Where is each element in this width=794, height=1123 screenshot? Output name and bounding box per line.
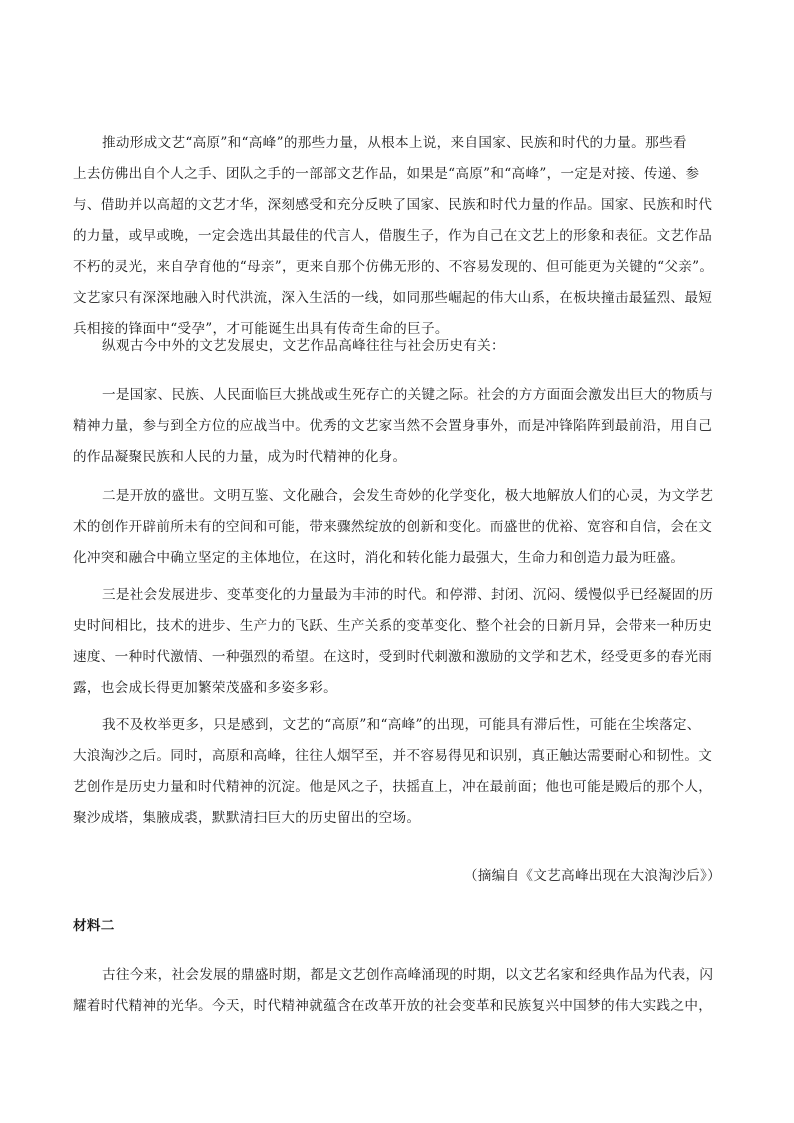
material2-paragraph [73, 960, 721, 1022]
paragraph-line: 耀着时代精神的光华。今天，时代精神就蕴含在改革开放的社会变革和民族复兴中国梦的伟大实践之中， [73, 998, 713, 1014]
paragraph-line: 兵相接的锋面中“受孕”，才可能诞生出具有传奇生命的巨子。 [73, 321, 449, 337]
paragraph-3 [73, 380, 721, 473]
material2-section [73, 911, 721, 942]
paragraph-line: 不朽的灵光，来自孕育他的“母亲”，更来自那个仿佛无形的、不容易发现的、但可能更为关键的“父亲”。 [73, 259, 714, 275]
paragraph-line: 艺创作是历史力量和时代精神的沉淀。他是风之子，扶摇直上，冲在最前面；他也可能是殿后的那个人， [73, 779, 713, 795]
paragraph-line: 纵观古今中外的文艺发展史，文艺作品高峰往往与社会历史有关： [102, 338, 505, 354]
paragraph-line: 精神力量，参与到全方位的应战当中。优秀的文艺家当然不会置身事外，而是冲锋陷阵到最前沿，用自己 [73, 418, 713, 434]
paragraph-line: 古往今来，社会发展的鼎盛时期，都是文艺创作高峰涌现的时期，以文艺名家和经典作品为代表，闪 [102, 967, 714, 983]
paragraph-line: 三是社会发展进步、变革变化的力量最为丰沛的时代。和停滞、封闭、沉闷、缓慢似乎已经凝固的历 [102, 587, 714, 603]
paragraph-line: 化冲突和融合中确立坚定的主体地位，在这时，消化和转化能力最强大，生命力和创造力最为旺盛。 [73, 550, 685, 566]
paragraph-line: 的作品凝聚民族和人民的力量，成为时代精神的化身。 [73, 449, 407, 465]
paragraph-line: 一是国家、民族、人民面临巨大挑战或生死存亡的关键之际。社会的方方面面会激发出巨大的物质与 [102, 387, 714, 403]
paragraph-line: 术的创作开辟前所未有的空间和可能，带来骤然绽放的创新和变化。而盛世的优裕、宽容和自信，会在文 [73, 519, 713, 535]
paragraph-6 [73, 710, 721, 834]
section-heading: 材料二 [73, 918, 115, 934]
paragraph-1 [73, 128, 721, 345]
paragraph-line: 文艺家只有深深地融入时代洪流，深入生活的一线，如同那些崛起的伟大山系，在板块撞击最猛烈、最短 [73, 290, 713, 306]
paragraph-4 [73, 481, 721, 574]
paragraph-line: 与、借助并以高超的文艺才华，深刻感受和充分反映了国家、民族和时代力量的作品。国家、民族和时代 [73, 197, 713, 213]
paragraph-line: 二是开放的盛世。文明互鉴、文化融合，会发生奇妙的化学变化，极大地解放人们的心灵，为文学艺 [102, 488, 714, 504]
paragraph-line: 上去仿佛出自个人之手、团队之手的一部部文艺作品，如果是“高原”和“高峰”，一定是对接、传递、参 [73, 166, 700, 182]
paragraph-line: 大浪淘沙之后。同时，高原和高峰，往往人烟罕至，并不容易得见和识别，真正触达需要耐心和韧性。文 [73, 748, 713, 764]
paragraph-2 [73, 331, 721, 362]
paragraph-line: 聚沙成塔，集腋成裘，默默清扫巨大的历史留出的空场。 [73, 810, 421, 826]
source-citation [73, 861, 721, 892]
paragraph-line: 的力量，或早或晚，一定会选出其最佳的代言人，借腹生子，作为自己在文艺上的形象和表征。文艺作品 [73, 228, 713, 244]
paragraph-line: 推动形成文艺“高原”和“高峰”的那些力量，从根本上说，来自国家、民族和时代的力量。那些看 [102, 135, 687, 151]
paragraph-line: 露，也会成长得更加繁荣茂盛和多姿多彩。 [73, 680, 337, 696]
paragraph-line: 我不及枚举更多，只是感到，文艺的“高原”和“高峰”的出现，可能具有滞后性，可能在尘埃落定、 [102, 717, 701, 733]
paragraph-5 [73, 580, 721, 704]
paragraph-line: 速度、一种时代激情、一种强烈的希望。在这时，受到时代刺激和激励的文学和艺术，经受更多的春光雨 [73, 649, 713, 665]
paragraph-line: 史时间相比，技术的进步、生产力的飞跃、生产关系的变革变化、整个社会的日新月异，会带来一种历史 [73, 618, 713, 634]
citation-text: （摘编自《文艺高峰出现在大浪淘沙后》） [463, 868, 721, 884]
